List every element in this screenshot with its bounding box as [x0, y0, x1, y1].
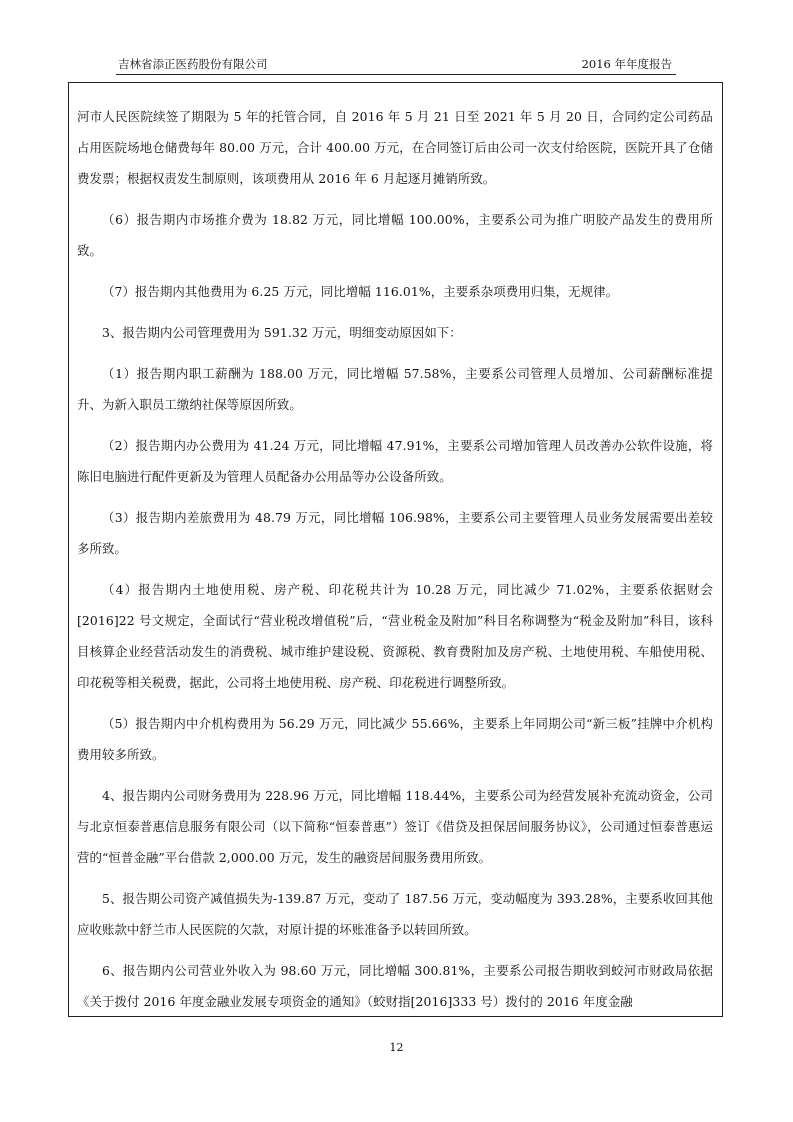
- paragraph: 5、报告期公司资产减值损失为-139.87 万元，变动了 187.56 万元，变动幅度为 393.28%，主要系收回其他应收账款中舒兰市人民医院的欠款，对原计提的坏账准备予以转回所致。: [77, 891, 713, 937]
- body-text: [77, 101, 713, 1027]
- paragraph: （2）报告期内办公费用为 41.24 万元，同比增幅 47.91%，主要系公司增加管理人员改善办公软件设施，将陈旧电脑进行配件更新及为管理人员配备办公用品等办公设备所致。: [77, 438, 713, 484]
- page-number: 12: [389, 1041, 404, 1054]
- company-name: 吉林省添正医药股份有限公司: [118, 57, 268, 71]
- paragraph: （7）报告期内其他费用为 6.25 万元，同比增幅 116.01%，主要系杂项费用归集，无规律。: [102, 284, 619, 299]
- paragraph: 3、报告期内公司管理费用为 591.32 万元，明细变动原因如下：: [102, 325, 462, 340]
- paragraph: （3）报告期内差旅费用为 48.79 万元，同比增幅 106.98%，主要系公司主要管理人员业务发展需要出差较多所致。: [77, 510, 713, 556]
- page-header: [116, 54, 676, 75]
- paragraph-continuation: 河市人民医院续签了期限为 5 年的托管合同，自 2016 年 5 月 21 日至 2021 年 5 月 20 日，合同约定公司药品占用医院场地仓储费每年 80.00 万元，合计 400.00 万元，在合同签订后由公司一次支付给医院，医院开具了仓储费发票；根据权责发生制原则，该项费用从 2016 年 6 月起逐月摊销所致。: [77, 109, 713, 186]
- paragraph: （5）报告期内中介机构费用为 56.29 万元，同比减少 55.66%，主要系上年同期公司“新三板”挂牌中介机构费用较多所致。: [77, 716, 713, 762]
- paragraph: （4）报告期内土地使用税、房产税、印花税共计为 10.28 万元，同比减少 71.02%，主要系依据财会[2016]22 号文规定，全面试行“营业税改增值税”后，“营业税金及附加”科目名称调整为“税金及附加”科目，该科目核算企业经营活动发生的消费税、城市维护建设税、资源税、教育费附加及房产税、土地使用税、车船使用税、印花税等相关税费，据此，公司将土地使用税、房产税、印花税进行调整所致。: [77, 582, 713, 690]
- paragraph: （1）报告期内职工薪酬为 188.00 万元，同比增幅 57.58%，主要系公司管理人员增加、公司薪酬标准提升、为新入职员工缴纳社保等原因所致。: [77, 366, 713, 412]
- report-title: 2016 年年度报告: [581, 57, 672, 71]
- paragraph: （6）报告期内市场推介费为 18.82 万元，同比增幅 100.00%，主要系公司为推广明胶产品发生的费用所致。: [77, 212, 713, 258]
- paragraph: 6、报告期内公司营业外收入为 98.60 万元，同比增幅 300.81%，主要系公司报告期收到蛟河市财政局依据《关于拨付 2016 年度金融业发展专项资金的通知》（蛟财指[2016]333 号）拨付的 2016 年度金融: [77, 963, 713, 1009]
- paragraph: 4、报告期内公司财务费用为 228.96 万元，同比增幅 118.44%，主要系公司为经营发展补充流动资金，公司与北京恒泰普惠信息服务有限公司（以下简称“恒泰普惠”）签订《借贷及担保居间服务协议》，公司通过恒泰普惠运营的“恒普金融”平台借款 2,000.00 万元，发生的融资居间服务费用所致。: [77, 788, 713, 865]
- content-frame: [68, 82, 723, 1017]
